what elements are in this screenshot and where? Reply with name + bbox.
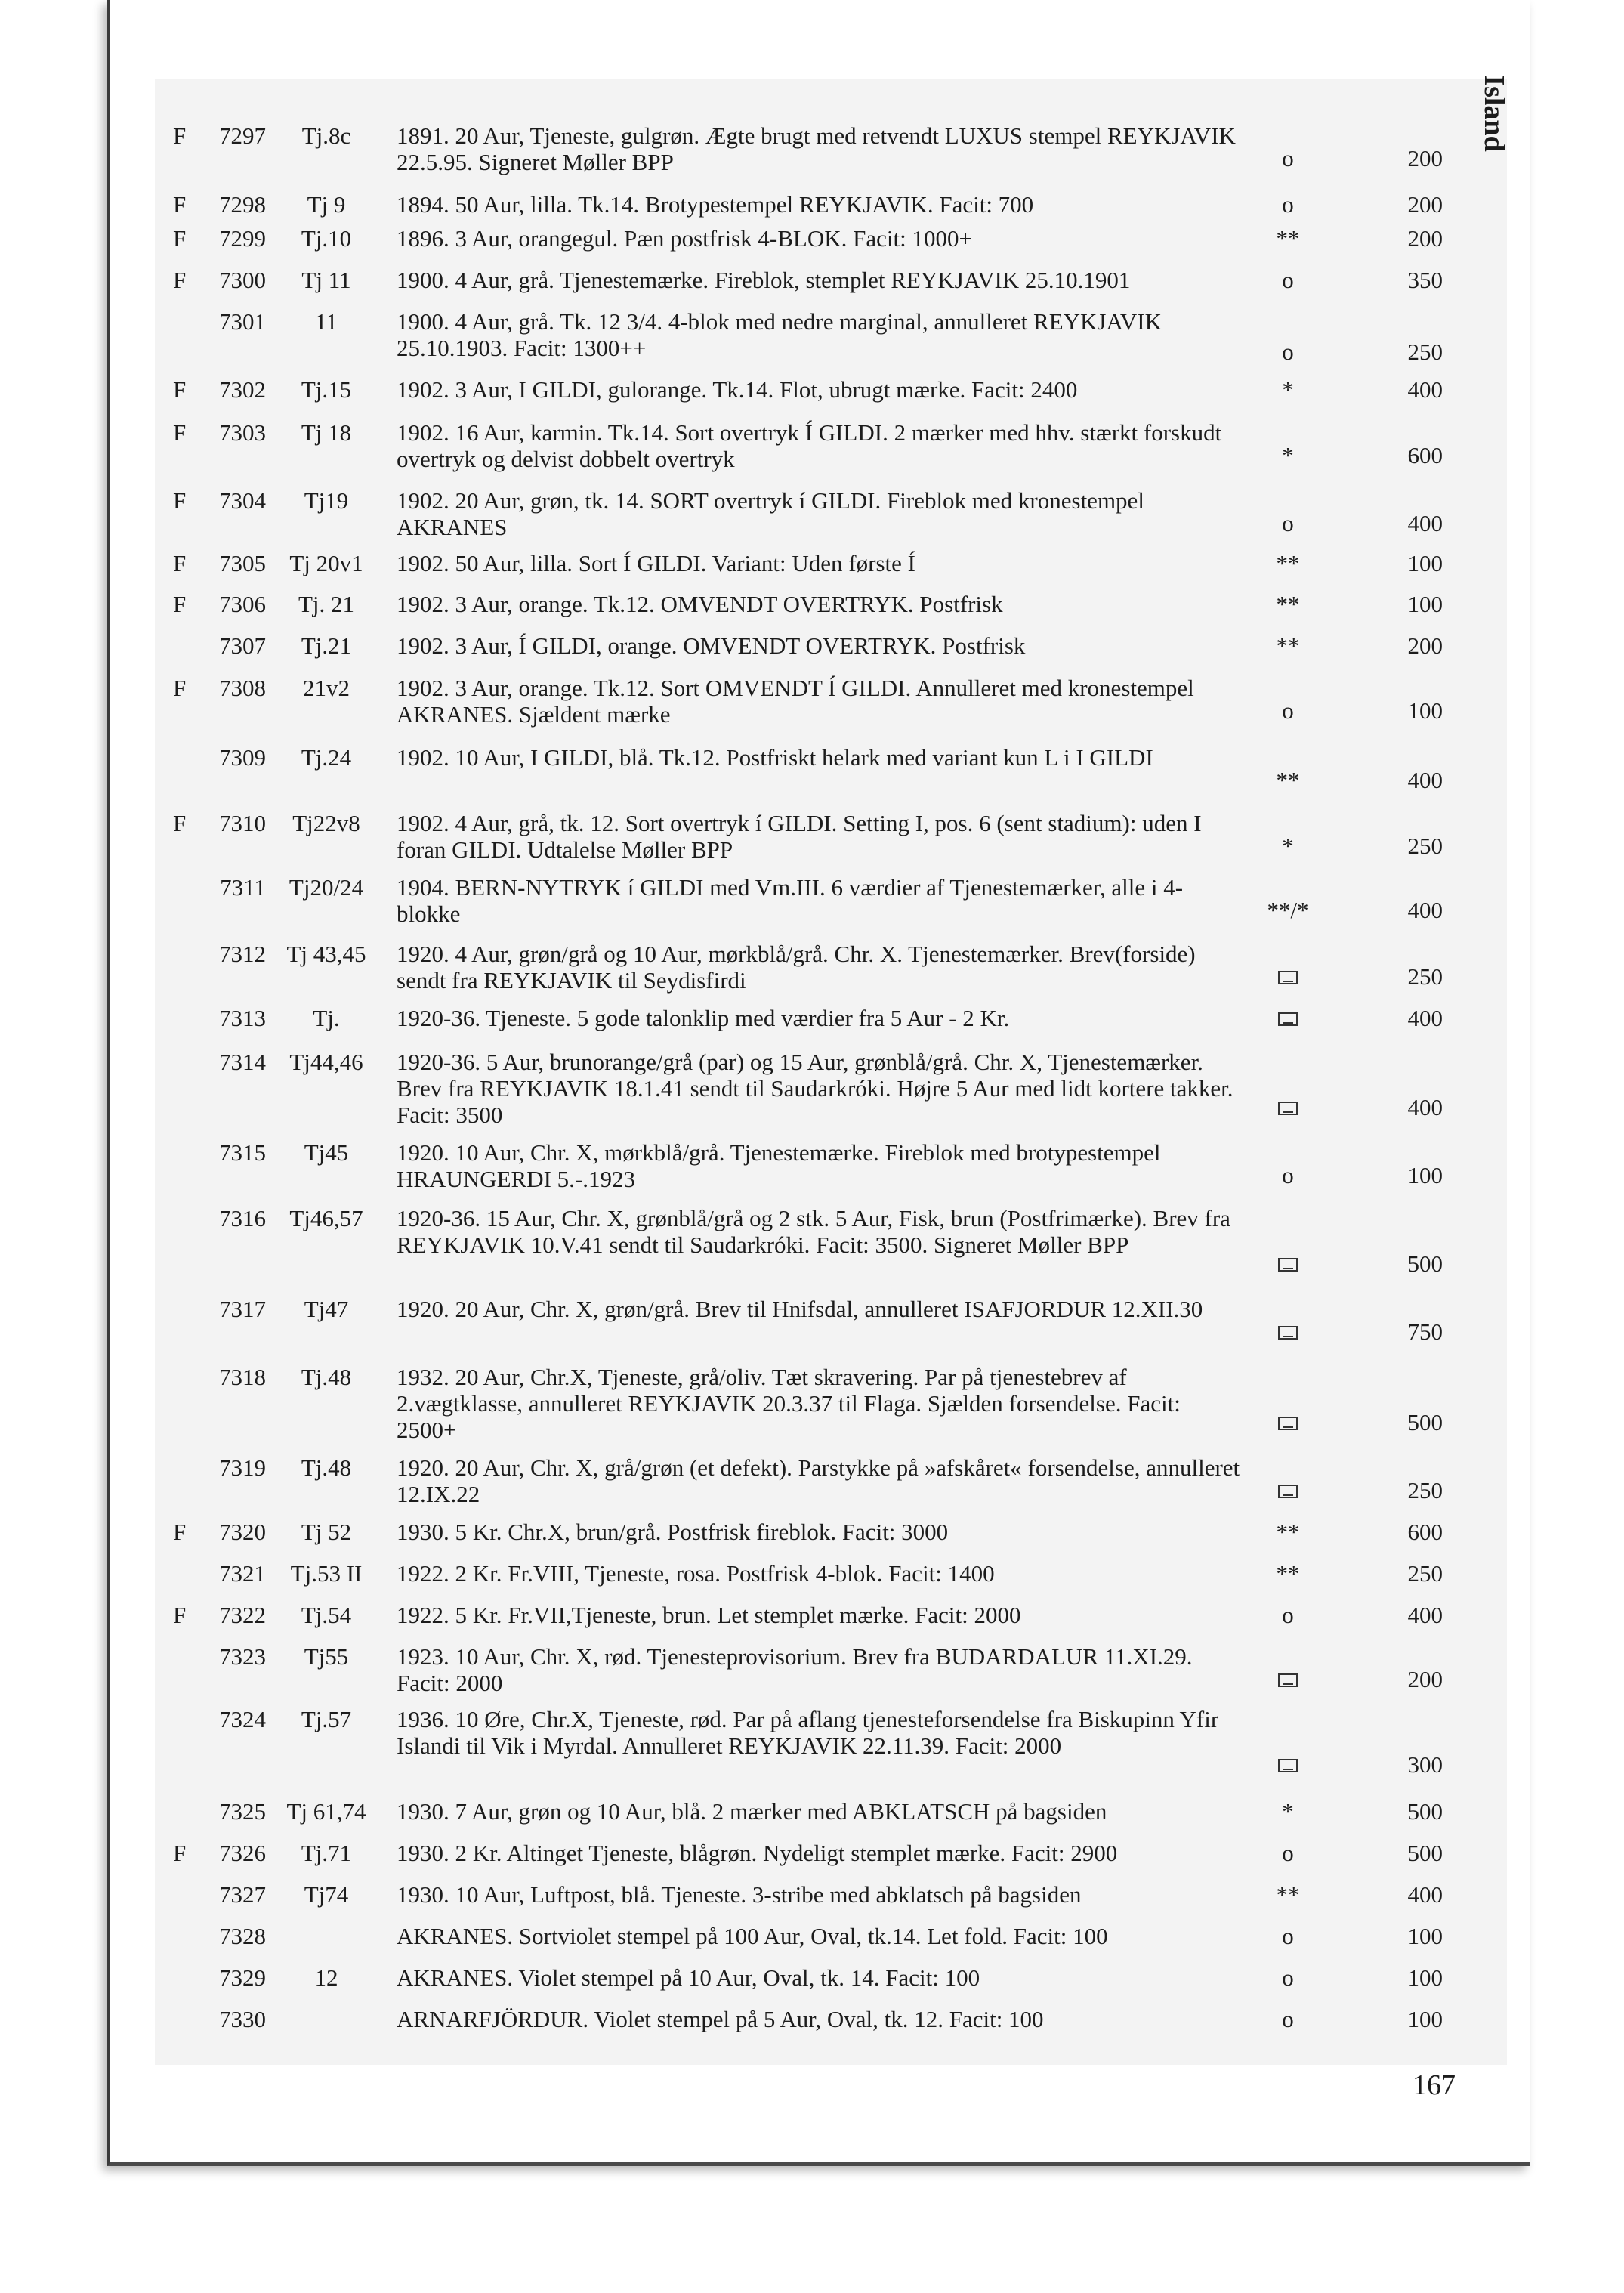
lot-description: 1902. 3 Aur, I GILDI, gulorange. Tk.14. Flot, ubrugt mærke. Facit: 2400 <box>397 376 1078 403</box>
lot-price: 100 <box>1407 1964 1443 1991</box>
lot-number: 7318 <box>219 1364 266 1390</box>
catalog-number: Tj 9 <box>307 191 346 218</box>
lot-description: 1922. 5 Kr. Fr.VII,Tjeneste, brun. Let stemplet mærke. Facit: 2000 <box>397 1602 1021 1628</box>
catalog-number: Tj.21 <box>301 632 352 659</box>
lot-price: 600 <box>1407 1519 1443 1545</box>
lot-description: AKRANES. Violet stempel på 10 Aur, Oval, tk. 14. Facit: 100 <box>397 1964 980 1991</box>
catalog-number: Tj55 <box>304 1643 349 1670</box>
lot-description: 1902. 4 Aur, grå, tk. 12. Sort overtryk í GILDI. Setting I, pos. 6 (sent stadium): uden I foran GILDI. Udtalelse Møller BPP <box>397 810 1202 863</box>
catalog-number: Tj.8c <box>301 122 351 149</box>
lot-price: 200 <box>1407 225 1443 252</box>
catalog-number: Tj19 <box>304 487 349 514</box>
lot-price: 250 <box>1407 338 1443 365</box>
lot-mark: F <box>173 267 187 293</box>
lot-number: 7325 <box>219 1798 266 1825</box>
envelope-icon <box>1258 1666 1318 1692</box>
catalog-number: Tj.48 <box>301 1364 352 1390</box>
catalog-number: Tj 43,45 <box>286 941 366 967</box>
envelope-icon <box>1258 1751 1318 1778</box>
lot-price: 400 <box>1407 767 1443 793</box>
lot-condition: ** <box>1276 632 1300 659</box>
lot-condition: o <box>1282 697 1294 724</box>
lot-price: 600 <box>1407 442 1443 468</box>
lot-mark: F <box>173 419 187 446</box>
lot-mark: F <box>173 1602 187 1628</box>
lot-price: 350 <box>1407 267 1443 293</box>
lot-condition: o <box>1282 510 1294 536</box>
lot-number: 7317 <box>219 1296 266 1322</box>
lot-price: 200 <box>1407 632 1443 659</box>
lot-description: 1900. 4 Aur, grå. Tk. 12 3/4. 4-blok med nedre marginal, annulleret REYKJAVIK 25.10.1903. Facit: 1300++ <box>397 308 1162 361</box>
lot-mark: F <box>173 550 187 576</box>
catalog-number: Tj44,46 <box>289 1049 363 1075</box>
catalog-number: Tj. 21 <box>298 591 355 617</box>
lot-condition: o <box>1282 1162 1294 1188</box>
catalog-number: Tj74 <box>304 1881 349 1908</box>
lot-number: 7326 <box>219 1840 266 1866</box>
lot-condition: ** <box>1276 225 1300 252</box>
lot-description: 1902. 20 Aur, grøn, tk. 14. SORT overtryk í GILDI. Fireblok med kronestempel AKRANES <box>397 487 1144 540</box>
lot-number: 7311 <box>220 874 266 901</box>
lot-description: 1920-36. 5 Aur, brunorange/grå (par) og 15 Aur, grønblå/grå. Chr. X, Tjenestemærker. Brev fra REYKJAVIK 18.1.41 sendt til Saudarkróki. Højre 5 Aur med lidt kortere takker. Facit: 3500 <box>397 1049 1233 1128</box>
lot-number: 7305 <box>219 550 266 576</box>
lot-number: 7327 <box>219 1881 266 1908</box>
lot-number: 7322 <box>219 1602 266 1628</box>
lot-number: 7315 <box>219 1139 266 1166</box>
envelope-icon <box>1258 1005 1318 1031</box>
catalog-number: Tj 18 <box>301 419 352 446</box>
lot-condition: o <box>1282 267 1294 293</box>
catalog-number: Tj.71 <box>301 1840 352 1866</box>
envelope-icon <box>1258 1477 1318 1503</box>
lot-description: 1920. 4 Aur, grøn/grå og 10 Aur, mørkblå/grå. Chr. X. Tjenestemærker. Brev(forside) sendt fra REYKJAVIK til Seydisfirdi <box>397 941 1196 994</box>
lot-mark: F <box>173 122 187 149</box>
catalog-number: Tj46,57 <box>289 1205 363 1231</box>
lot-number: 7297 <box>219 122 266 149</box>
lot-mark: F <box>173 225 187 252</box>
lot-price: 100 <box>1407 591 1443 617</box>
lot-description: 1902. 16 Aur, karmin. Tk.14. Sort overtryk Í GILDI. 2 mærker med hhv. stærkt forskudt overtryk og delvist dobbelt overtryk <box>397 419 1222 472</box>
lot-condition: o <box>1282 1923 1294 1949</box>
lot-mark: F <box>173 1519 187 1545</box>
lot-price: 400 <box>1407 376 1443 403</box>
catalog-number: Tj20/24 <box>289 874 364 901</box>
lot-number: 7310 <box>219 810 266 836</box>
lot-mark: F <box>173 191 187 218</box>
lot-number: 7301 <box>219 308 266 335</box>
lot-condition: o <box>1282 1840 1294 1866</box>
lot-mark: F <box>173 591 187 617</box>
lot-price: 200 <box>1407 1666 1443 1692</box>
catalog-number: Tj 11 <box>301 267 351 293</box>
lot-mark: F <box>173 810 187 836</box>
lot-mark: F <box>173 487 187 514</box>
catalog-number: 11 <box>315 308 338 335</box>
lot-price: 100 <box>1407 2006 1443 2032</box>
envelope-icon <box>1258 1094 1318 1120</box>
lot-price: 250 <box>1407 1477 1443 1503</box>
lot-number: 7330 <box>219 2006 266 2032</box>
lot-description: 1894. 50 Aur, lilla. Tk.14. Brotypestempel REYKJAVIK. Facit: 700 <box>397 191 1034 218</box>
lot-number: 7328 <box>219 1923 266 1949</box>
lot-description: 1902. 3 Aur, orange. Tk.12. OMVENDT OVERTRYK. Postfrisk <box>397 591 1003 617</box>
lot-number: 7300 <box>219 267 266 293</box>
lot-mark: F <box>173 376 187 403</box>
catalog-number: Tj.10 <box>301 225 352 252</box>
lot-condition: * <box>1282 1798 1294 1825</box>
lot-condition: * <box>1282 376 1294 403</box>
envelope-icon <box>1258 1250 1318 1277</box>
envelope-icon <box>1258 963 1318 990</box>
lot-description: 1900. 4 Aur, grå. Tjenestemærke. Fireblok, stemplet REYKJAVIK 25.10.1901 <box>397 267 1131 293</box>
lot-condition: * <box>1282 833 1294 859</box>
lot-description: 1920. 20 Aur, Chr. X, grøn/grå. Brev til Hnifsdal, annulleret ISAFJORDUR 12.XII.30 <box>397 1296 1203 1322</box>
lot-price: 500 <box>1407 1798 1443 1825</box>
lot-condition: ** <box>1276 550 1300 576</box>
lot-price: 250 <box>1407 963 1443 990</box>
lot-price: 100 <box>1407 1162 1443 1188</box>
catalog-number: Tj 20v1 <box>289 550 363 576</box>
lot-description: 1920. 20 Aur, Chr. X, grå/grøn (et defekt). Parstykke på »afskåret« forsendelse, annulleret 12.IX.22 <box>397 1454 1240 1507</box>
lot-price: 750 <box>1407 1318 1443 1345</box>
lot-number: 7319 <box>219 1454 266 1481</box>
lot-price: 400 <box>1407 1094 1443 1120</box>
lot-mark: F <box>173 1840 187 1866</box>
page-number: 167 <box>1413 2069 1456 2101</box>
catalog-number: Tj.15 <box>301 376 352 403</box>
lot-number: 7308 <box>219 675 266 701</box>
lot-description: 1891. 20 Aur, Tjeneste, gulgrøn. Ægte brugt med retvendt LUXUS stempel REYKJAVIK 22.5.95. Signeret Møller BPP <box>397 122 1236 175</box>
catalog-number: Tj 52 <box>301 1519 352 1545</box>
lot-description: 1922. 2 Kr. Fr.VIII, Tjeneste, rosa. Postfrisk 4-blok. Facit: 1400 <box>397 1560 995 1587</box>
catalog-number: 12 <box>314 1964 338 1991</box>
country-heading: Island <box>1478 75 1510 152</box>
lot-description: 1930. 7 Aur, grøn og 10 Aur, blå. 2 mærker med ABKLATSCH på bagsiden <box>397 1798 1107 1825</box>
lot-mark: F <box>173 675 187 701</box>
lot-number: 7312 <box>219 941 266 967</box>
lot-number: 7321 <box>219 1560 266 1587</box>
lot-description: 1936. 10 Øre, Chr.X, Tjeneste, rød. Par på aflang tjenesteforsendelse fra Biskupinn Yfir Islandi til Vik i Myrdal. Annulleret REYKJAVIK 22.11.39. Facit: 2000 <box>397 1706 1219 1759</box>
lot-price: 200 <box>1407 191 1443 218</box>
lot-number: 7302 <box>219 376 266 403</box>
catalog-number: Tj.54 <box>301 1602 352 1628</box>
lot-condition: ** <box>1276 767 1300 793</box>
lot-description: 1902. 3 Aur, Í GILDI, orange. OMVENDT OVERTRYK. Postfrisk <box>397 632 1026 659</box>
lot-description: 1932. 20 Aur, Chr.X, Tjeneste, grå/oliv. Tæt skravering. Par på tjenestebrev af 2.vægtklasse, annulleret REYKJAVIK 20.3.37 til Flaga. Sjælden forsendelse. Facit: 2500+ <box>397 1364 1181 1443</box>
lot-price: 250 <box>1407 1560 1443 1587</box>
catalog-number: Tj.24 <box>301 744 352 771</box>
lot-description: 1930. 10 Aur, Luftpost, blå. Tjeneste. 3-stribe med abklatsch på bagsiden <box>397 1881 1082 1908</box>
lot-number: 7306 <box>219 591 266 617</box>
catalog-number: Tj 61,74 <box>286 1798 366 1825</box>
lot-condition: o <box>1282 145 1294 172</box>
lot-description: 1930. 2 Kr. Altinget Tjeneste, blågrøn. Nydeligt stemplet mærke. Facit: 2900 <box>397 1840 1118 1866</box>
envelope-icon <box>1258 1409 1318 1435</box>
lot-description: 1902. 50 Aur, lilla. Sort Í GILDI. Variant: Uden første Í <box>397 550 915 576</box>
lot-description: 1920. 10 Aur, Chr. X, mørkblå/grå. Tjenestemærke. Fireblok med brotypestempel HRAUNGERDI 5.-.1923 <box>397 1139 1161 1192</box>
lot-description: 1902. 10 Aur, I GILDI, blå. Tk.12. Postfriskt helark med variant kun L i I GILDI <box>397 744 1153 771</box>
lot-price: 400 <box>1407 897 1443 923</box>
lot-description: 1920-36. 15 Aur, Chr. X, grønblå/grå og 2 stk. 5 Aur, Fisk, brun (Postfrimærke). Brev fra REYKJAVIK 10.V.41 sendt til Saudarkróki. Facit: 3500. Signeret Møller BPP <box>397 1205 1230 1258</box>
catalog-number: Tj45 <box>304 1139 349 1166</box>
lot-price: 400 <box>1407 1602 1443 1628</box>
lot-number: 7298 <box>219 191 266 218</box>
lot-number: 7304 <box>219 487 266 514</box>
catalog-number: Tj.53 II <box>290 1560 363 1587</box>
lot-number: 7309 <box>219 744 266 771</box>
lot-price: 500 <box>1407 1250 1443 1277</box>
lot-number: 7303 <box>219 419 266 446</box>
lot-condition: * <box>1282 442 1294 468</box>
lot-price: 100 <box>1407 550 1443 576</box>
catalog-number: Tj. <box>313 1005 340 1031</box>
lot-number: 7320 <box>219 1519 266 1545</box>
lot-condition: o <box>1282 1602 1294 1628</box>
lot-condition: ** <box>1276 1560 1300 1587</box>
lot-price: 400 <box>1407 1881 1443 1908</box>
lot-price: 500 <box>1407 1409 1443 1435</box>
lot-description: 1902. 3 Aur, orange. Tk.12. Sort OMVENDT Í GILDI. Annulleret med kronestempel AKRANES. Sjældent mærke <box>397 675 1194 728</box>
catalog-number: Tj22v8 <box>292 810 360 836</box>
lot-description: 1920-36. Tjeneste. 5 gode talonklip med værdier fra 5 Aur - 2 Kr. <box>397 1005 1010 1031</box>
lot-description: 1904. BERN-NYTRYK í GILDI med Vm.III. 6 værdier af Tjenestemærker, alle i 4-blokke <box>397 874 1184 927</box>
envelope-icon <box>1258 1318 1318 1345</box>
lot-price: 400 <box>1407 510 1443 536</box>
lot-number: 7324 <box>219 1706 266 1732</box>
lot-description: ARNARFJÖRDUR. Violet stempel på 5 Aur, Oval, tk. 12. Facit: 100 <box>397 2006 1044 2032</box>
catalog-number: 21v2 <box>303 675 350 701</box>
lot-description: AKRANES. Sortviolet stempel på 100 Aur, Oval, tk.14. Let fold. Facit: 100 <box>397 1923 1108 1949</box>
lot-condition: o <box>1282 2006 1294 2032</box>
lot-number: 7299 <box>219 225 266 252</box>
lot-price: 250 <box>1407 833 1443 859</box>
lot-condition: ** <box>1276 1881 1300 1908</box>
lot-number: 7323 <box>219 1643 266 1670</box>
lot-description: 1923. 10 Aur, Chr. X, rød. Tjenesteprovisorium. Brev fra BUDARDALUR 11.XI.29. Facit: 2000 <box>397 1643 1193 1696</box>
lot-condition: **/* <box>1267 897 1309 923</box>
lot-price: 200 <box>1407 145 1443 172</box>
lot-description: 1896. 3 Aur, orangegul. Pæn postfrisk 4-BLOK. Facit: 1000+ <box>397 225 972 252</box>
lot-number: 7307 <box>219 632 266 659</box>
lot-condition: ** <box>1276 591 1300 617</box>
lot-condition: o <box>1282 1964 1294 1991</box>
lot-condition: ** <box>1276 1519 1300 1545</box>
lot-price: 400 <box>1407 1005 1443 1031</box>
lot-price: 100 <box>1407 697 1443 724</box>
lot-description: 1930. 5 Kr. Chr.X, brun/grå. Postfrisk fireblok. Facit: 3000 <box>397 1519 949 1545</box>
lot-price: 100 <box>1407 1923 1443 1949</box>
lot-number: 7313 <box>219 1005 266 1031</box>
lot-price: 500 <box>1407 1840 1443 1866</box>
catalog-number: Tj.48 <box>301 1454 352 1481</box>
lot-number: 7316 <box>219 1205 266 1231</box>
catalog-number: Tj47 <box>304 1296 349 1322</box>
lot-number: 7314 <box>219 1049 266 1075</box>
lot-condition: o <box>1282 191 1294 218</box>
lot-condition: o <box>1282 338 1294 365</box>
lot-price: 300 <box>1407 1751 1443 1778</box>
lot-number: 7329 <box>219 1964 266 1991</box>
catalog-number: Tj.57 <box>301 1706 352 1732</box>
